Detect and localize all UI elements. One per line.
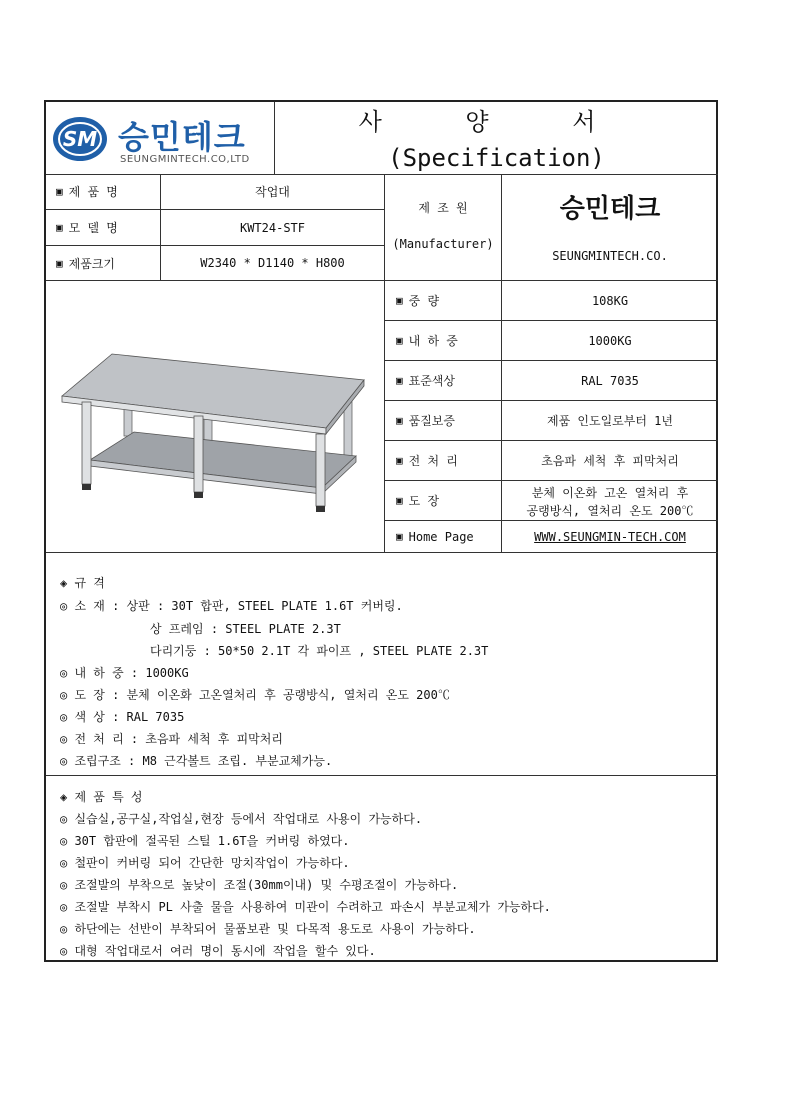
section1-heading: ◈ 규 격: [60, 576, 105, 590]
spec-label-weight: ▣ 중 량: [396, 294, 440, 308]
section1-line: ◎ 도 장 : 분체 이온화 고온열처리 후 공랭방식, 열처리 온도 200℃: [60, 688, 450, 702]
section2-line: ◎ 철판이 커버링 되어 간단한 망치작업이 가능하다.: [60, 856, 350, 870]
section1-line: ◎ 전 처 리 : 초음파 세척 후 피막처리: [60, 732, 283, 746]
section1-line: ◎ 조립구조 : M8 근각볼트 조립. 부분교체가능.: [60, 754, 333, 768]
size-value: W2340 * D1140 * H800: [200, 256, 345, 270]
spec-label-coating: ▣ 도 장: [396, 494, 440, 508]
spec-label-color: ▣ 표준색상: [396, 374, 455, 388]
section2-heading: ◈ 제 품 특 성: [60, 790, 143, 804]
title-english: (Specification): [388, 144, 605, 172]
spec-value-pretreat: 초음파 세척 후 피막처리: [541, 454, 679, 468]
section1-line: ◎ 색 상 : RAL 7035: [60, 710, 185, 724]
svg-text:SM: SM: [62, 127, 98, 151]
logo-mark-icon: [52, 114, 112, 164]
spec-label-pretreat: ▣ 전 처 리: [396, 454, 458, 468]
section1-line: ◎ 소 재 : 상판 : 30T 합판, STEEL PLATE 1.6T 커버링.: [60, 599, 403, 613]
company-logo: [50, 108, 272, 170]
title-korean: 사 양 서: [358, 107, 634, 136]
spec-value-load: 1000KG: [588, 333, 632, 348]
model-value: KWT24-STF: [239, 220, 306, 235]
spec-label-homepage: ▣ Home Page: [396, 529, 474, 544]
product-name-label: ▣ 제 품 명: [56, 185, 118, 199]
spec-label-load: ▣ 내 하 중: [396, 334, 458, 348]
logo-name: 승민테크: [118, 118, 246, 156]
maker-label-en: (Manufacturer): [392, 237, 494, 251]
homepage-link[interactable]: WWW.SEUNGMIN-TECH.COM: [534, 529, 686, 544]
maker-name: 승민테크: [559, 193, 661, 224]
section2-line: ◎ 실습실,공구실,작업실,현장 등에서 작업대로 사용이 가능하다.: [60, 812, 423, 826]
section2-line: ◎ 대형 작업대로서 여러 명이 동시에 작업을 할수 있다.: [60, 944, 376, 958]
spec-value-warranty: 제품 인도일로부터 1년: [546, 414, 673, 428]
section1-line: ◎ 내 하 중 : 1000KG: [60, 666, 189, 680]
spec-value-color: RAL 7035: [581, 373, 639, 388]
section2-line: ◎ 조절발의 부착으로 높낮이 조절(30mm이내) 및 수평조절이 가능하다.: [60, 878, 459, 892]
maker-name-en: SEUNGMINTECH.CO.: [552, 249, 668, 263]
section2-line: ◎ 30T 합판에 절곡된 스틸 1.6T을 커버링 하였다.: [60, 834, 350, 848]
section1-line: 다리기둥 : 50*50 2.1T 각 파이프 , STEEL PLATE 2.3T: [150, 644, 489, 658]
maker-label: 제 조 원: [418, 200, 468, 215]
logo-sub: SEUNGMINTECH.CO,LTD: [120, 154, 250, 165]
spec-value-weight: 108KG: [591, 293, 629, 308]
model-label: ▣ 모 델 명: [56, 221, 118, 235]
section2-line: ◎ 조절발 부착시 PL 사출 물을 사용하여 미관이 수려하고 파손시 부분교체가 가능하다.: [60, 900, 551, 914]
size-label: ▣ 제품크기: [56, 256, 115, 271]
spec-label-warranty: ▣ 품질보증: [396, 414, 455, 428]
product-image: [54, 338, 374, 518]
spec-value-coating-2: 공랭방식, 열처리 온도 200℃: [526, 503, 694, 518]
section2-line: ◎ 하단에는 선반이 부착되어 물품보관 및 다목적 용도로 사용이 가능하다.: [60, 922, 476, 936]
section1-line: 상 프레임 : STEEL PLATE 2.3T: [150, 622, 341, 636]
product-name-value: 작업대: [255, 185, 290, 199]
spec-sheet: [44, 100, 718, 962]
spec-value-coating-1: 분체 이온화 고온 열처리 후: [531, 485, 689, 500]
